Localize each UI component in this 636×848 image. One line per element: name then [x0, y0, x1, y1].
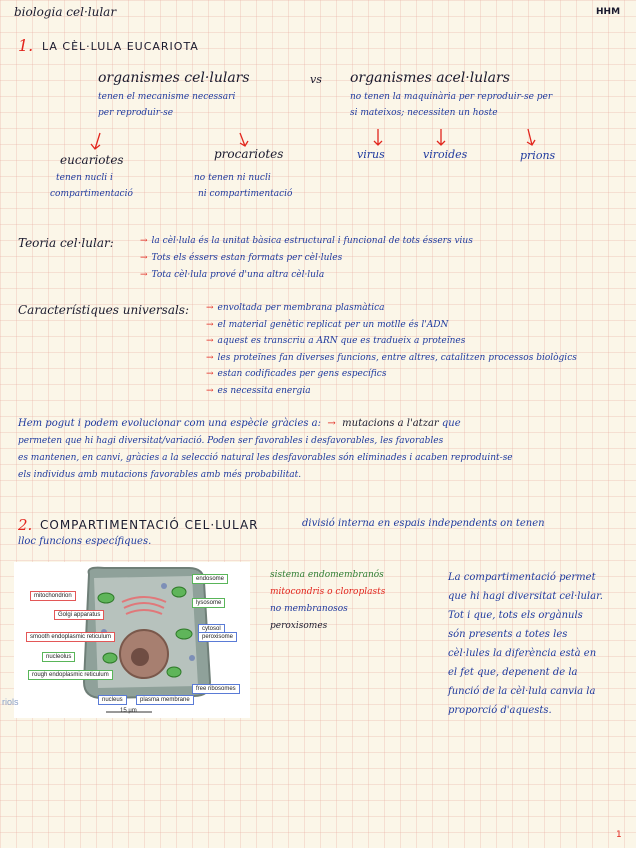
mutations-highlight: mutacions a l'atzar [342, 418, 439, 429]
notebook-title: biologia cel·lular [14, 5, 117, 19]
section-1-number: 1. [18, 36, 34, 55]
note-line: funció de la cèl·lula canvia la [448, 686, 596, 697]
organelle-endomembrane: sistema endomembranós [270, 570, 384, 580]
eukaryotes-label: eucariotes [60, 153, 124, 167]
label-nucleus: nucleus [98, 695, 127, 705]
note-line: Tot i que, tots els orgànuls [448, 610, 583, 621]
cellular-organisms-title: organismes cel·lulars [98, 70, 250, 86]
page-number: 1 [616, 830, 622, 840]
classification-arrows [0, 0, 636, 170]
list-item: → envoltada per membrana plasmàtica [206, 303, 385, 313]
eukaryotes-desc-2: compartimentació [50, 189, 133, 199]
cellular-desc-1: tenen el mecanisme necessari [98, 92, 236, 102]
note-line: el fet que, depenent de la [448, 667, 578, 678]
prokaryotes-label: procariotes [214, 147, 284, 161]
list-item: → Tota cèl·lula prové d'una altra cèl·lula [140, 270, 325, 280]
note-line: són presents a totes les [448, 629, 568, 640]
compartment-definition-2: lloc funcions específiques. [18, 536, 152, 547]
label-nucleolus: nucleolus [42, 652, 75, 662]
prokaryotes-desc-2: ni compartimentació [198, 189, 293, 199]
label-endosome: endosome [192, 574, 228, 584]
list-item: → estan codificades per gens específics [206, 369, 387, 379]
cell-theory-label: Teoria cel·lular: [18, 236, 114, 250]
author-initials: HHM [596, 7, 621, 17]
cut-off-text: riols [2, 697, 19, 707]
list-item: → el material genètic replicat per un motlle és l'ADN [206, 319, 449, 330]
section-1-title: LA CÈL·LULA EUCARIOTA [42, 40, 199, 53]
list-item: → Tots els éssers estan formats per cèl·lules [140, 253, 343, 263]
organelle-peroxisomes: peroxisomes [270, 621, 328, 631]
organelle-mitochondria: mitocondris o cloroplasts [270, 587, 386, 597]
section-2-title: COMPARTIMENTACIÓ CEL·LULAR [40, 518, 259, 532]
compartmentalization-note [448, 568, 632, 720]
cell-theory-list [140, 236, 473, 287]
viroids-label: viroides [423, 148, 468, 161]
cellular-desc-2: per reproduir-se [98, 108, 174, 118]
eukaryotes-desc-1: tenen nucli i [56, 173, 113, 183]
evolution-line-2: es mantenen, en canvi, gràcies a la selecció natural les desfavorables són eliminades i acaben reproduint-se [18, 453, 513, 463]
note-line: cèl·lules la diferència està en [448, 648, 597, 659]
evolution-lead: Hem pogut i podem evolucionar com una espècie gràcies a: → mutacions a l'atzar que [18, 418, 461, 429]
virus-label: virus [357, 148, 385, 161]
note-line: que hi hagi diversitat cel·lular. [448, 591, 603, 602]
label-rough-er: rough endoplasmic reticulum [28, 670, 113, 680]
label-smooth-er: smooth endoplasmic reticulum [26, 632, 115, 642]
compartment-definition-1: divisió interna en espais independents on tenen [302, 518, 545, 529]
prions-label: prions [520, 149, 556, 162]
label-mitochondrion: mitochondrion [30, 591, 76, 601]
prokaryotes-desc-1: no tenen ni nucli [194, 173, 271, 183]
versus-label: vs [310, 73, 322, 86]
animal-cell-diagram [14, 562, 250, 718]
organelle-non-membranous: no membranosos [270, 604, 348, 614]
list-item: → es necessita energia [206, 385, 311, 396]
note-line: proporció d'aquests. [448, 705, 552, 716]
list-item: → aquest es transcriu a ARN que es tradueix a proteïnes [206, 336, 466, 346]
list-item: → la cèl·lula és la unitat bàsica estructural i funcional de tots éssers vius [140, 236, 473, 246]
note-line: La compartimentació permet [448, 572, 596, 583]
label-cytosol: cytosol [198, 624, 225, 634]
section-2-number: 2. [18, 516, 33, 534]
acellular-desc-1: no tenen la maquinària per reproduir-se per [350, 92, 553, 102]
label-plasma-membrane: plasma membrane [136, 695, 194, 705]
universal-characteristics-list [206, 303, 577, 402]
acellular-desc-2: si mateixos; necessiten un hoste [350, 108, 498, 118]
universal-characteristics-label: Característiques universals: [18, 303, 190, 317]
label-lysosome: lysosome [192, 598, 225, 608]
evolution-line-1: permeten que hi hagi diversitat/variació. Poden ser favorables i desfavorables, les favorables [18, 436, 444, 446]
label-golgi: Golgi apparatus [54, 610, 104, 620]
acellular-organisms-title: organismes acel·lulars [350, 70, 510, 86]
label-free-ribosomes: free ribosomes [192, 684, 240, 694]
list-item: → les proteïnes fan diverses funcions, entre altres, catalitzen processos biològics [206, 352, 577, 363]
scale-label: 15 µm [120, 708, 137, 714]
label-peroxisome: peroxisome [198, 632, 237, 642]
evolution-line-3: els individus amb mutacions favorables amb més probabilitat. [18, 470, 302, 480]
